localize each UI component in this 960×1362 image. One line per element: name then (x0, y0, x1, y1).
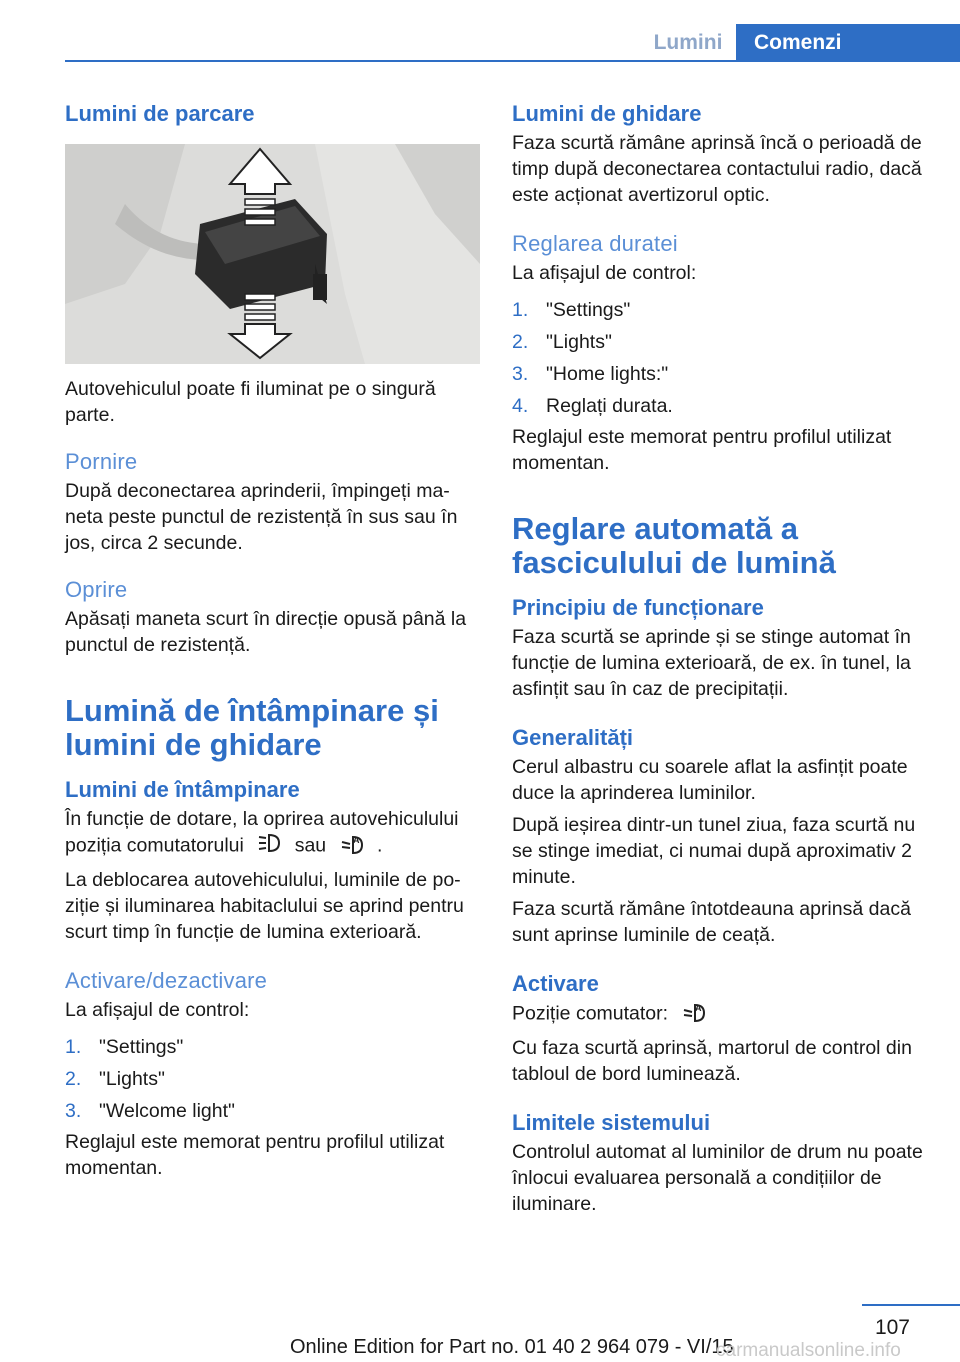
principle-text: Faza scurtă se aprinde și se stinge automat în funcție de lumina exterioară, de ex. în tunel, la asfințit sau în caz de precipitații. (512, 626, 911, 700)
activation-text-1-main: Poziție comutator: (512, 1002, 669, 1025)
welcome-text-1-end: . (376, 834, 383, 857)
list-item: 1. "Settings" (65, 1036, 184, 1058)
parking-text: Autovehiculul poate fi iluminat pe o singură parte. (65, 378, 436, 426)
parking-light-icon (255, 832, 283, 861)
duration-note: Reglajul este memorat pentru profilul utilizat momentan. (512, 426, 892, 474)
oprire-text: Apăsați maneta scurt în direcție opusă până la punctul de rezistență. (65, 608, 467, 656)
activare-intro: La afișajul de control: (65, 999, 250, 1021)
page-number: 107 (874, 1316, 910, 1339)
list-item: 3. "Welcome light" (65, 1100, 235, 1122)
header-section-tab: Lumini (653, 31, 723, 54)
edition-footer: Online Edition for Part no. 01 40 2 964 079 - VI/15 (290, 1336, 734, 1358)
limits-text: Controlul automat al luminilor de drum nu poate înlocui evaluarea personală a condițiilor de iluminare. (512, 1141, 923, 1215)
activare-steps (65, 1031, 485, 1127)
duration-intro: La afișajul de control: (512, 262, 697, 284)
list-item: 4. Reglați durata. (512, 395, 673, 417)
guide-lights-text: Faza scurtă rămâne aprinsă încă o perioadă de timp după deconectarea contactului radio, dacă este acționat avertizorul optic. (512, 132, 922, 206)
activation-text-1 (512, 1000, 927, 1029)
right-column (512, 100, 927, 1217)
guide-lights-heading: Lumini de ghidare (512, 101, 702, 126)
oprire-heading: Oprire (65, 577, 128, 602)
auto-beam-heading: Reglare automată a fasciculului de lumină (512, 511, 836, 580)
activation-text-2: Cu faza scurtă aprinsă, martorul de control din tabloul de bord luminează. (512, 1037, 912, 1085)
pornire-heading: Pornire (65, 449, 138, 474)
header-chapter-tab: Comenzi (736, 24, 960, 62)
principle-heading: Principiu de funcționare (512, 595, 764, 620)
list-item: 3. "Home lights:" (512, 363, 669, 385)
general-heading: Generalități (512, 725, 634, 750)
general-text-1: Cerul albastru cu soarele aflat la asfințit poate duce la aprinderea luminilor. (512, 756, 908, 804)
pornire-text: După deconectarea aprinderii, împingeți ma-neta peste punctul de rezistență în sus sau în jos, circa 2 secunde. (65, 480, 458, 554)
duration-steps (512, 294, 927, 422)
auto-headlight-icon (680, 1000, 708, 1029)
svg-text:A: A (352, 835, 360, 845)
lever-image (65, 144, 480, 364)
footer-rule (862, 1304, 960, 1306)
activation-heading: Activare (512, 971, 599, 996)
activare-note: Reglajul este memorat pentru profilul utilizat momentan. (65, 1131, 445, 1179)
list-item: 2. "Lights" (65, 1068, 165, 1090)
watermark: carmanualsonline.info (716, 1340, 901, 1361)
auto-headlight-icon (338, 832, 366, 861)
welcome-text-1-main: În funcție de dotare, la oprirea autovehiculului poziția comutatorului (65, 808, 459, 857)
header-rule (65, 60, 960, 62)
list-item: 1. "Settings" (512, 299, 631, 321)
limits-heading: Limitele sistemului (512, 1110, 711, 1135)
list-item: 2. "Lights" (512, 331, 612, 353)
general-text-3: Faza scurtă rămâne întotdeauna aprinsă dacă sunt aprinse luminile de ceață. (512, 898, 911, 946)
welcome-text-2: La deblocarea autovehiculului, luminile de po-ziție și iluminarea habitaclului se aprind pentru scurt timp în funcție de lumina exterioară. (65, 869, 464, 943)
left-column (65, 100, 485, 1181)
welcome-lights-heading: Lumină de întâmpinare și lumini de ghidare (65, 693, 439, 762)
parking-lights-heading: Lumini de parcare (65, 101, 255, 126)
svg-text:A: A (694, 1003, 701, 1013)
general-text-2: După ieșirea dintr-un tunel ziua, faza scurtă nu se stinge imediat, ci numai după aproximativ 2 minute. (512, 814, 916, 888)
welcome-text-1-sau: sau (294, 834, 327, 857)
turn-signal-lever-illustration (65, 144, 480, 364)
activare-dezactivare-heading: Activare/dezactivare (65, 968, 268, 993)
duration-heading: Reglarea duratei (512, 231, 678, 256)
welcome-text-1 (65, 806, 485, 861)
welcome-lights-subheading: Lumini de întâmpinare (65, 777, 300, 802)
